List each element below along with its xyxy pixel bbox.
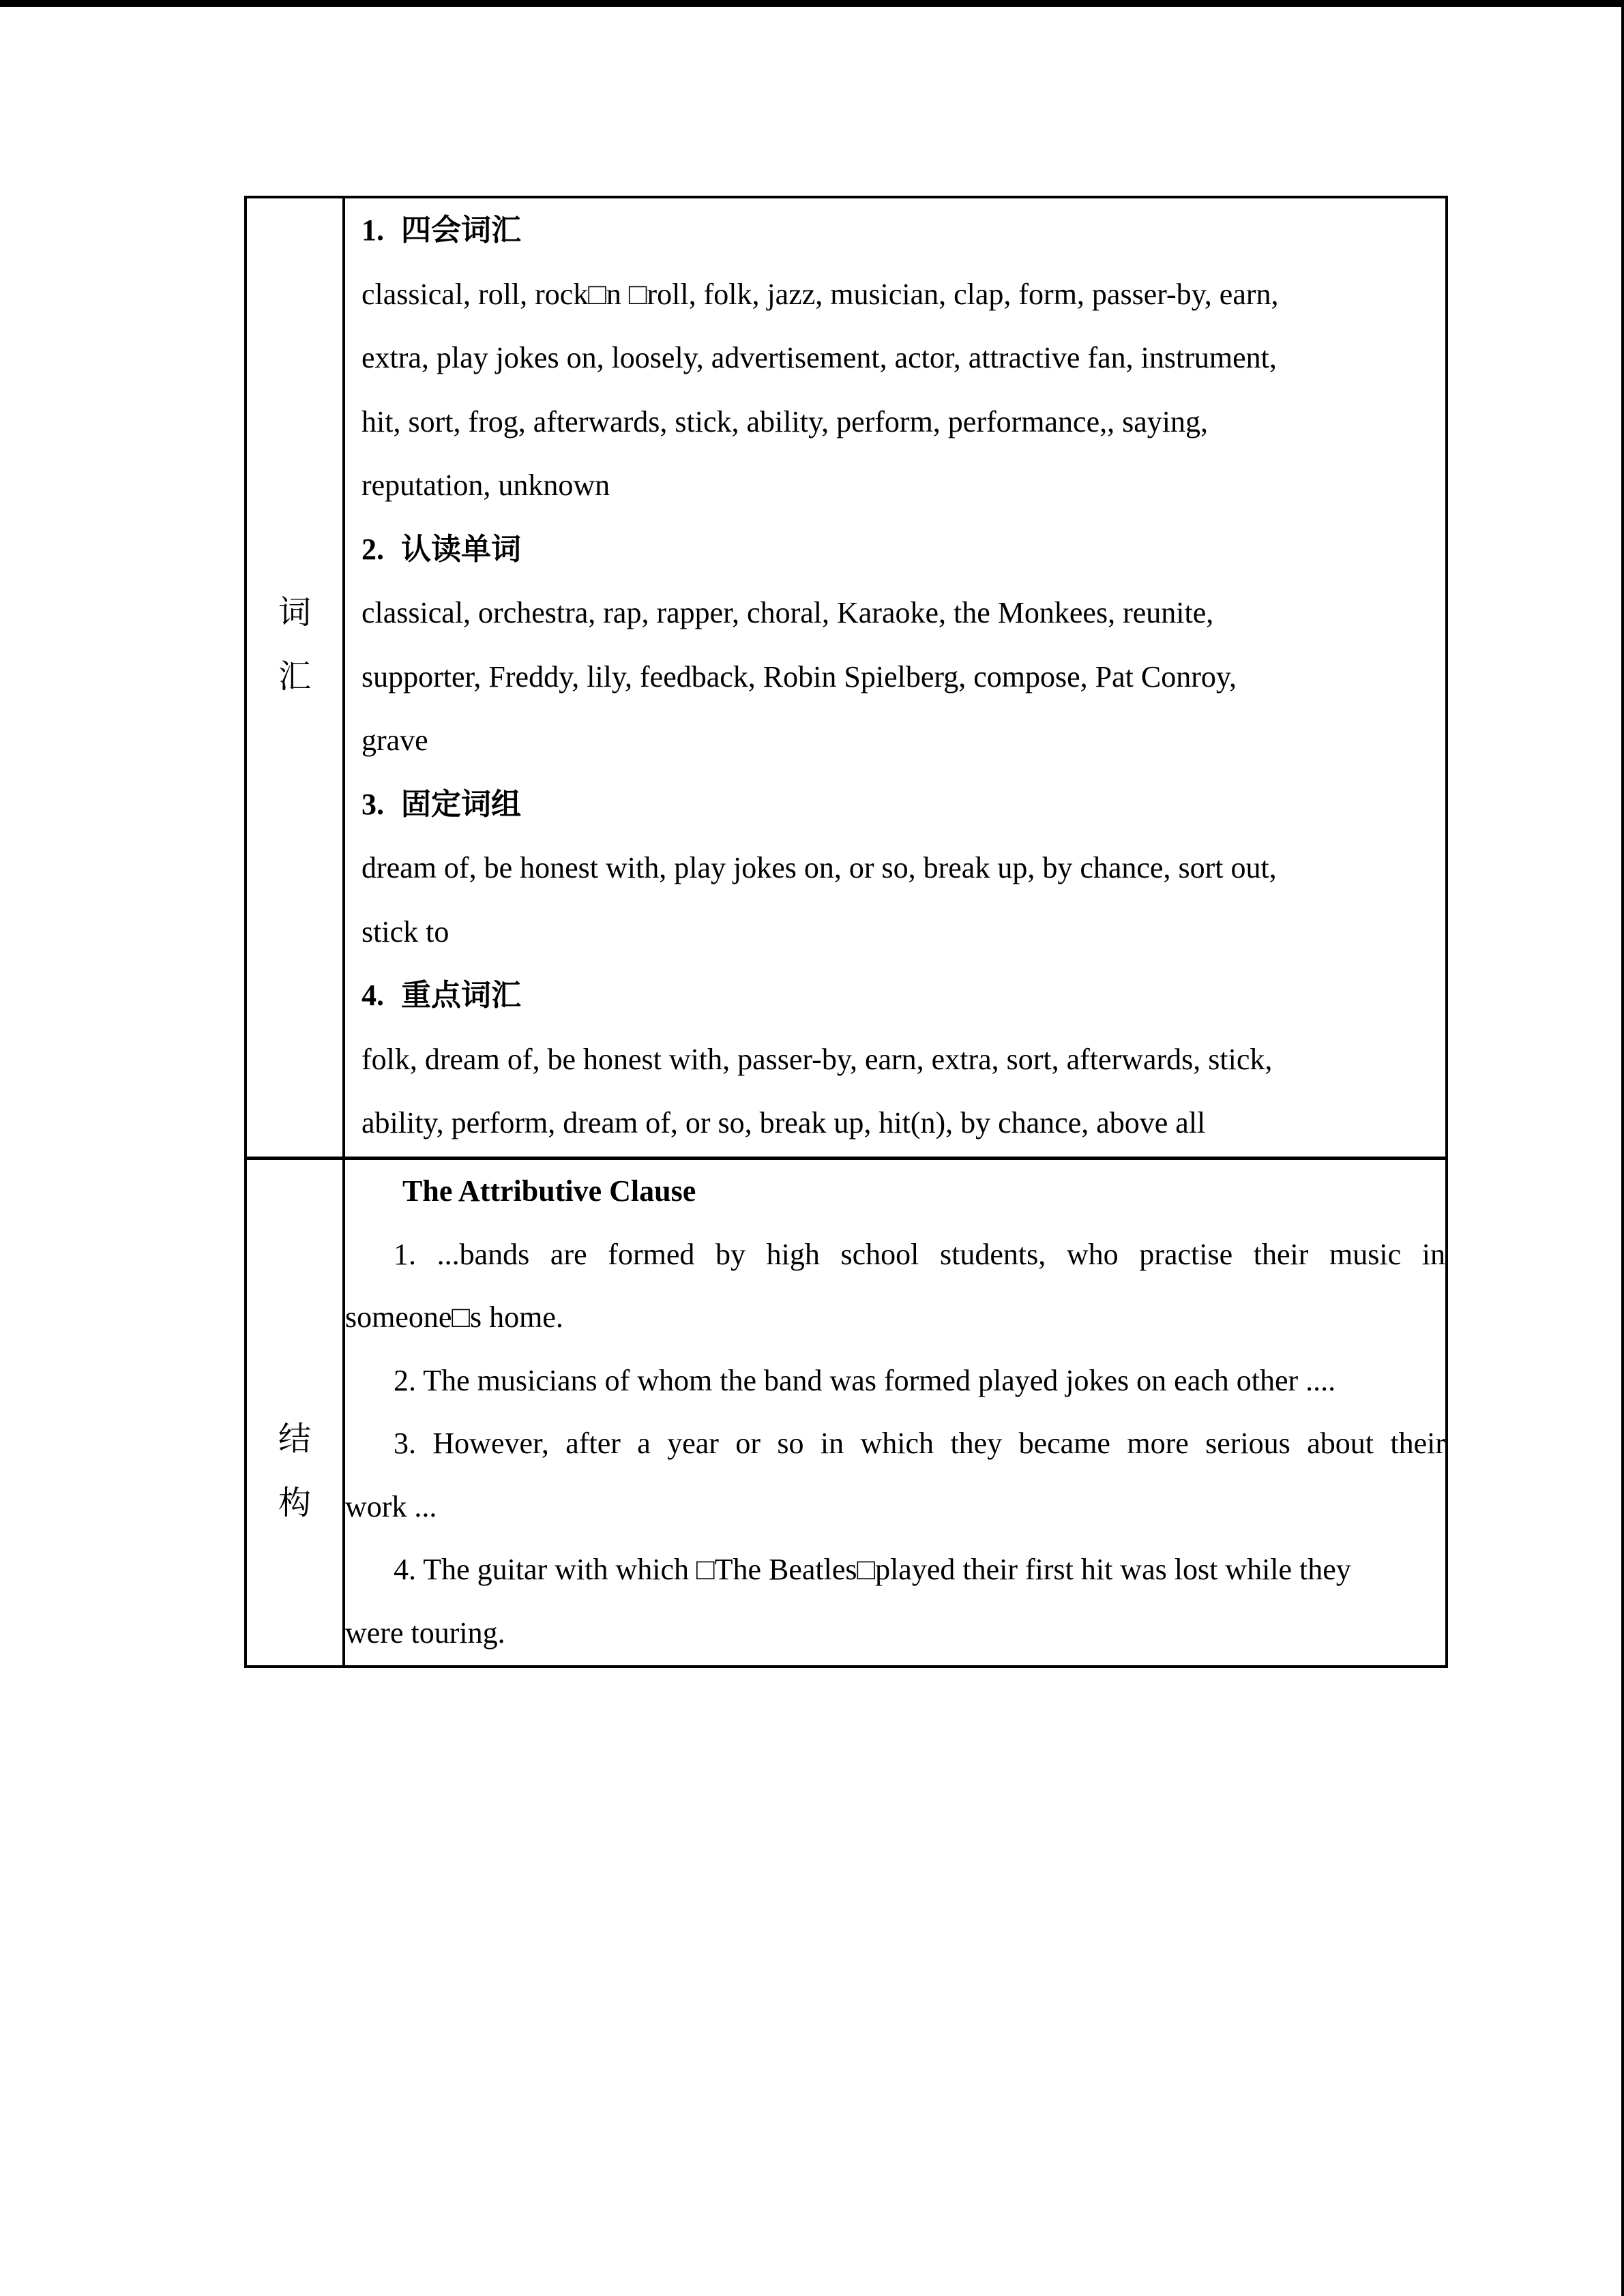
text-line: The Attributive Clause	[402, 1174, 696, 1208]
label-char: 汇	[278, 658, 311, 695]
text-line: classical, orchestra, rap, rapper, choral, Karaoke, the Monkees, reunite,	[361, 596, 1214, 629]
label-char: 结	[278, 1420, 311, 1457]
text-line: 3. However, after a year or so in which they became more serious about their	[394, 1427, 1445, 1460]
text-line: 4. The guitar with which □The Beatles□played their first hit was lost while they	[394, 1553, 1351, 1586]
scan-right-edge-bar	[1621, 0, 1624, 2296]
text-line: extra, play jokes on, loosely, advertisement, actor, attractive fan, instrument,	[361, 341, 1277, 374]
text-line: 2. The musicians of whom the band was formed played jokes on each other ....	[394, 1363, 1336, 1397]
structure-content-cell	[345, 1160, 1445, 1665]
vocabulary-row	[247, 198, 1445, 1160]
text-line: supporter, Freddy, lily, feedback, Robin Spielberg, compose, Pat Conroy,	[361, 659, 1237, 694]
summary-table	[244, 196, 1448, 1668]
text-line: were touring.	[345, 1615, 505, 1650]
text-line: 1. ...bands are formed by high school students, who practise their music in	[394, 1237, 1445, 1271]
text-line: 4. 重点词汇	[361, 979, 521, 1012]
text-line: stick to	[361, 914, 449, 949]
text-line: 2. 认读单词	[361, 532, 521, 566]
structure-label	[278, 1407, 311, 1536]
structure-label-cell	[247, 1160, 345, 1665]
text-line: ability, perform, dream of, or so, break up, hit(n), by chance, above all	[361, 1106, 1206, 1139]
label-char: 词	[278, 594, 311, 631]
text-line: 1. 四会词汇	[361, 213, 521, 247]
text-line: 3. 固定词组	[361, 787, 521, 821]
text-line: someone□s home.	[345, 1300, 563, 1334]
text-line: hit, sort, frog, afterwards, stick, ability, perform, performance,, saying,	[361, 404, 1208, 438]
text-line: reputation, unknown	[361, 468, 610, 502]
text-line: classical, roll, rock□n □roll, folk, jazz, musician, clap, form, passer-by, earn,	[361, 277, 1279, 311]
vocabulary-label	[278, 581, 311, 709]
text-line: work ...	[345, 1489, 437, 1523]
vocabulary-label-cell	[247, 198, 345, 1157]
text-line: grave	[361, 724, 428, 757]
text-line: folk, dream of, be honest with, passer-by, earn, extra, sort, afterwards, stick,	[361, 1042, 1273, 1076]
text-line: dream of, be honest with, play jokes on, or so, break up, by chance, sort out,	[361, 851, 1277, 884]
vocabulary-content-cell	[345, 198, 1445, 1157]
label-char: 构	[278, 1485, 311, 1521]
structure-row	[247, 1160, 1445, 1665]
scan-top-edge-bar	[0, 0, 1624, 7]
